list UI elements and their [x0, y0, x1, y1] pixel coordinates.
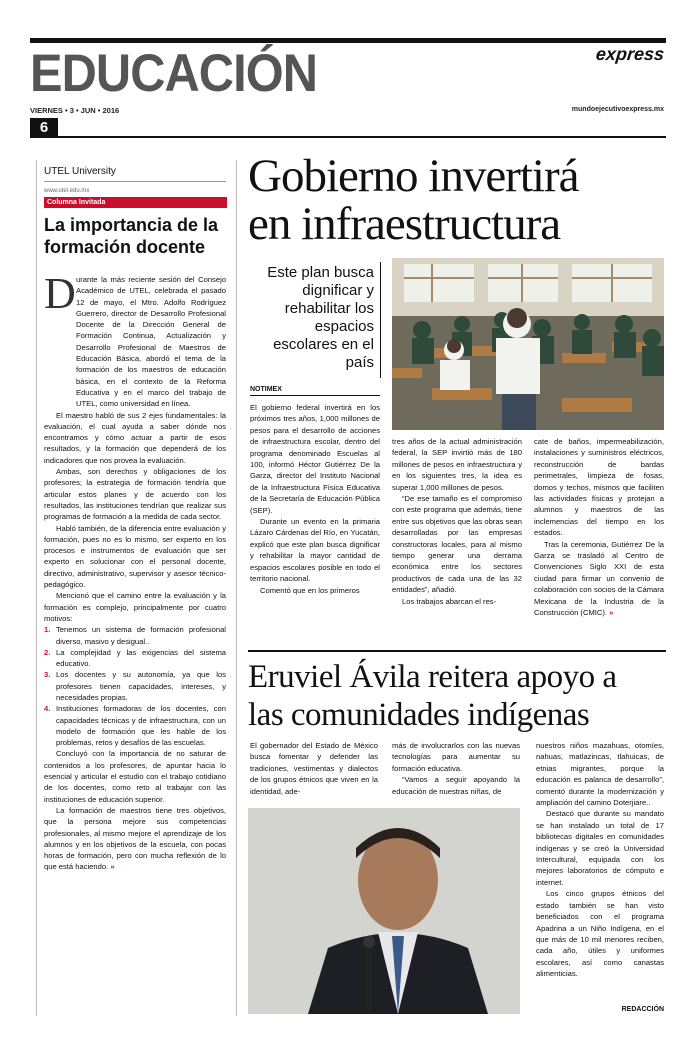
article2-byline: REDACCIÓN: [621, 1006, 664, 1013]
article1-paragraph: cate de baños, impermeabilización, instalaciones y suministros eléctricos, reconstrucción de bardas perimetrales, limpieza de fosas, domos y techos, mismos que faciliten las actividades físicas y protejan a alumnos y maestros de las inclemencias del tiempo en los estados.: [534, 437, 664, 538]
column-paragraph: Concluyó con la importancia de no saturar de contenidos a los profesores, de apuntar hacia lo esencial y articular el estudio con el trabajo cotidiano de los docentes, como reto al trabajar con las instituciones de educación superior.: [44, 749, 226, 804]
article1-source: NOTIMEX: [250, 386, 282, 393]
column-paragraph: El maestro habló de sus 2 ejes fundamentales: la evaluación, el cual ayuda a saber dónde nos encontramos y cómo actuar a partir de esos resultados, y la formación que dependerá de los indicadores que nos provea la evaluación.: [44, 410, 226, 465]
article2-col2: [392, 740, 520, 797]
column-body: [44, 269, 226, 873]
article1-paragraph: tres años de la actual administración federal, la SEP invirtió más de 180 millones de pesos en infraestructura y en los siguientes tres, la idea es superar 1,000 millones de pesos.: [392, 437, 522, 492]
sponsor-rule: [44, 181, 226, 182]
list-text: Instituciones formadoras de los docentes, con capacidades técnicas y de infraestructura, con un modelo de formación que les hable de los problemas, retos y desafíos de las escuelas.: [56, 704, 226, 748]
source-rule: [250, 395, 380, 396]
brand-top-text: MUNDOEJECUTIVO: [590, 38, 664, 45]
list-number: 4.: [44, 704, 51, 714]
column-sponsor: UTEL University: [44, 166, 116, 177]
article1-paragraph: Los trabajos abarcan el res-: [402, 596, 497, 606]
site-url: mundoejecutivoexpress.mx: [571, 106, 664, 113]
list-item: [44, 624, 226, 647]
section-title: EDUCACIÓN: [30, 44, 317, 103]
article2-paragraph: “Vamos a seguir apoyando la educación de nuestras niñas, de: [392, 775, 520, 796]
list-number: 2.: [44, 647, 51, 657]
end-arrow-icon: »: [609, 608, 614, 618]
article2-paragraph: nuestros niños mazahuas, otomíes, nahuas, matlazincas, tlahuicas, de etnias migrantes, porque la educación es palanca de desarrollo”, comentó durante la modernización y ampliación del camino Doterjiare..: [536, 741, 664, 808]
list-text: Los docentes y su autonomía, ya que los profesores tienen capacidades, intereses, y necesidades propias.: [56, 670, 226, 702]
masthead-rule: [30, 38, 666, 43]
article1-paragraph: Durante un evento en la primaria Lázaro Cárdenas del Río, en Yucatán, explicó que este plan busca dignificar y rehabilitar la mayor cantidad de espacios escolares posible en todo el territorio nacional.: [250, 517, 380, 584]
article2-col1: [250, 740, 378, 797]
headline-line: en infraestructura: [248, 198, 561, 250]
list-number: 3.: [44, 670, 51, 680]
list-number: 1.: [44, 625, 51, 635]
article1-headline: [248, 152, 578, 248]
list-text: Tenemos un sistema de formación profesional diverso, masivo y desigual..: [56, 625, 226, 646]
article-separator: [248, 650, 666, 652]
list-item: [44, 669, 226, 703]
article1-paragraph: [534, 539, 664, 619]
article1-paragraph: “De ese tamaño es el compromiso con este programa que además, tiene entre sus objetivos que las obras sean desarrolladas por las empresas constructoras locales, para al mismo tiempo generar una derrama económica entre los sectores productivos de cada una de las 32 entidades”, añadió.: [392, 494, 522, 595]
governor-photo: [248, 808, 520, 1014]
dropcap: D: [44, 269, 76, 318]
headline-line: Gobierno invertirá: [248, 150, 579, 202]
article2-paragraph: más de involucrarlos con las nuevas tecnologías para aumentar su formación educativa.: [392, 741, 520, 773]
page-rule: [58, 136, 666, 138]
end-arrow-icon: »: [110, 862, 115, 872]
column-tag: Columna Invitada: [44, 197, 227, 208]
column-last-text: La formación de maestros tiene tres objetivos, que la persona mejore sus competencias profesionales, al mismo mejore el aprendizaje de los alumnos y en los objetivos de la escuela, con pocas horas de formación, pero con mucha reflexión de lo que está haciendo.: [44, 805, 226, 872]
article1-paragraph: Comentó que en los primeros: [260, 585, 360, 595]
article2-paragraph: Destacó que durante su mandato se han instalado un total de 17 bibliotecas digitales en comunidades indígenas y se creó la Universidad Intercultural, equipada con los mejores laboratorios de cómputo e internet.: [536, 809, 664, 887]
article2-paragraph: Los cinco grupos étnicos del estado también se han visto beneficiados con el programa Apadrina a un Niño Indígena, en el que más de 10 mil menores reciben, cada año, útiles y uniformes escolares, así como canastas alimenticias.: [536, 889, 664, 979]
column-url: www.utel.edu.mx: [44, 188, 90, 194]
column-title: La importancia de la formación docente: [44, 215, 219, 257]
dateline: VIERNES • 3 • JUN • 2016: [30, 106, 120, 115]
article2-headline: [248, 658, 617, 734]
column-paragraph: Mencionó que el camino entre la evaluación y la formación es complejo, principalmente por cuatro motivos:: [44, 591, 226, 623]
list-text: La complejidad y las exigencias del sistema educativo.: [56, 647, 226, 669]
article1-paragraph: El gobierno federal invertirá en los próximos tres años, 1,000 millones de pesos para el desarrollo de acciones de infraestructura escolar, dentro del programa denominado Escuelas al 100, informó Héctor Gutiérrez De la Garza, director del Instituto Nacional de la Infraestructura Física Educativa de la Secretaría de Educación Pública (SEP).: [250, 403, 380, 515]
article2-col3: [536, 740, 664, 980]
page-number: 6: [30, 118, 58, 138]
list-item: [44, 647, 226, 670]
article1-col1: [250, 402, 380, 596]
deck-rule: [380, 262, 381, 378]
classroom-photo: [392, 258, 664, 430]
brand-logo: express: [594, 44, 666, 64]
article2-paragraph: El gobernador del Estado de México busca fomentar y defender las tradiciones, vestimentas y dialectos de los grupos étnicos que viven en la identidad, ade-: [250, 741, 378, 796]
article1-col3: [534, 436, 664, 619]
headline-line: las comunidades indígenas: [248, 697, 590, 733]
headline-line: Eruviel Ávila reitera apoyo a: [248, 659, 617, 695]
column-paragraph: Ambas, son derechos y obligaciones de los profesores; la estrategia de formación tendría que articular estos planes y de acuerdo con los resultados, las instituciones tendrían que realizar sus programas de formación a la medida de cada sector.: [44, 467, 226, 522]
column-left-border: [36, 160, 37, 1016]
column-paragraph: [44, 805, 226, 873]
article1-col2: [392, 436, 522, 607]
column-divider: [236, 160, 237, 1016]
article1-last-text: Tras la ceremonia, Gutiérrez De la Garza se trasladó al Centro de Convenciones Siglo XXI de esta ciudad para firmar un convenio de colaboración con socios de la Cámara Mexicana de la Industria de la Construcción (CMIC).: [534, 539, 664, 618]
article1-deck: Este plan busca dignificar y rehabilitar los espacios escolares en el país: [267, 264, 374, 371]
column-paragraph: urante la más reciente sesión del Consejo Académico de UTEL, celebrada el pasado 12 de mayo, el Mtro. Adolfo Rodríguez Guerrero, director de Desarrollo Profesional Docente de la Dirección General de Formación Continua, Actualización y Desarrollo Profesional de Maestros de Educación Básica, abordó el tema de la formación de los maestros de educación básica, en el contexto de la Reforma Educativa y en el marco del trabajo de UTEL, como universidad en línea.: [76, 275, 226, 409]
column-paragraph: Habló también, de la diferencia entre evaluación y formación, pues no es lo mismo, ser experto en los procesos e instrumentos de evaluación que ser experto en solucionar con el personal docente, directivo, administrativo, supervisor y asesor técnico-pedagógico.: [44, 523, 226, 590]
list-item: [44, 703, 226, 748]
